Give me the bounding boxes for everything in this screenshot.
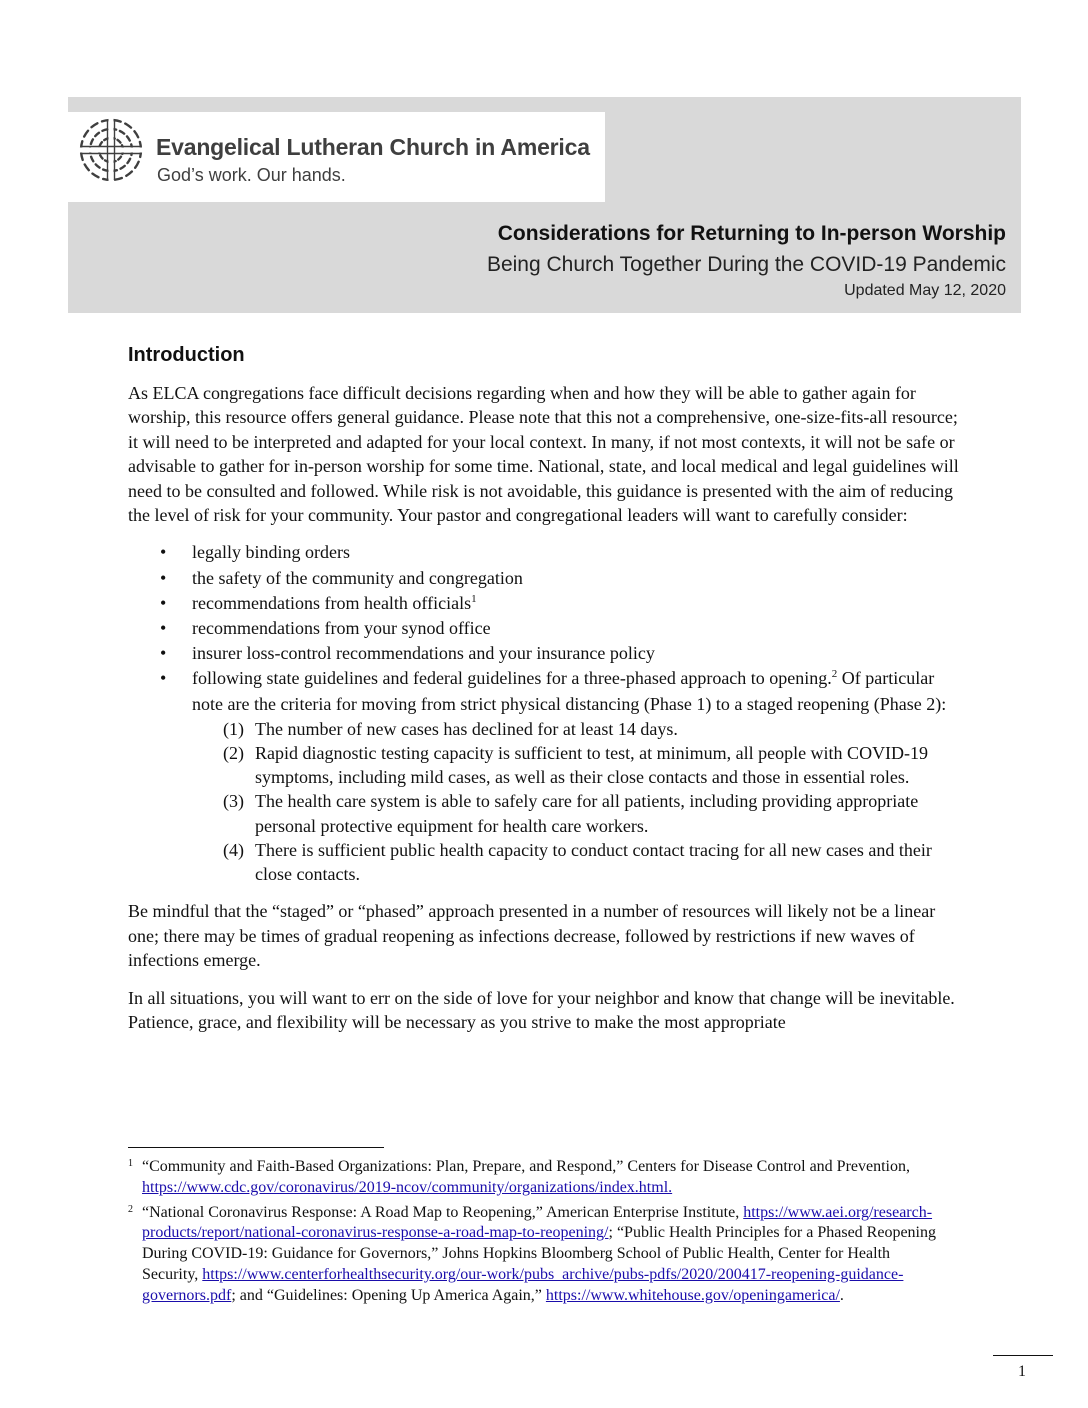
footnote-text: “National Coronavirus Response: A Road Map to Reopening,” American Enterprise Institute,	[142, 1203, 744, 1221]
criteria-number: (2)	[223, 743, 244, 764]
bullet-icon: •	[160, 592, 167, 613]
criteria-item	[192, 789, 968, 837]
bullet-icon: •	[160, 567, 167, 588]
main-content	[128, 344, 968, 1047]
list-item	[128, 540, 968, 565]
footnote-divider	[128, 1147, 384, 1148]
list-item	[128, 616, 968, 641]
footnote-link[interactable]: https://www.centerforhealthsecurity.org/our-work/pubs_archive/pubs-pdfs/2020/200417-reopening-guidance-governors.pdf	[142, 1265, 904, 1304]
list-item	[128, 566, 968, 591]
considerations-list	[128, 540, 968, 886]
footnote-ref[interactable]: 2	[831, 668, 838, 681]
elca-cross-logo-icon	[78, 117, 144, 183]
list-item	[128, 666, 968, 886]
reopening-criteria-list	[192, 717, 968, 886]
footnote-text: ; “Public Health Principles for a Phased Reopening During COVID-19: Guidance for Governors,” Johns Hopkins Bloomberg School of Public Health, Center for Health Security,	[142, 1224, 936, 1283]
updated-date: Updated May 12, 2020	[844, 282, 1006, 299]
criteria-text: There is sufficient public health capacity to conduct contact tracing for all new cases and their close contacts.	[255, 839, 932, 885]
bullet-icon: •	[160, 643, 167, 664]
list-item-text: insurer loss-control recommendations and your insurance policy	[192, 643, 655, 664]
list-item	[128, 641, 968, 666]
footnote-1	[128, 1157, 948, 1199]
criteria-text: The health care system is able to safely care for all patients, including providing appropriate personal protective equipment for health care workers.	[255, 791, 919, 836]
page-number-divider	[993, 1355, 1053, 1356]
footnote-text: “Community and Faith-Based Organizations: Plan, Prepare, and Respond,” Centers for Disease Control and Prevention,	[142, 1158, 910, 1175]
criteria-text: Rapid diagnostic testing capacity is sufficient to test, at minimum, all people with COVID-19 symptoms, including mild cases, as well as their close contacts and those in essential roles.	[255, 743, 929, 788]
list-item-continuation: Of particular note are the criteria for moving from strict physical distancing (Phase 1) to a staged reopening (Phase 2):	[192, 668, 947, 714]
footnotes	[128, 1157, 948, 1311]
footnote-number: 2	[128, 1203, 133, 1215]
footnote-link[interactable]: https://www.whitehouse.gov/openingamerica/	[545, 1286, 840, 1304]
intro-paragraph: As ELCA congregations face difficult decisions regarding when and how they will be able to gather again for worship, this resource offers general guidance. Please note that this not a comprehensive, one-size-fits-all resource; it will need to be interpreted and adapted for your local context. In many, if not most contexts, it will not be safe or advisable to gather for in-person worship for some time. National, state, and local medical and legal guidelines will need to be consulted and followed. While risk is not avoidable, this guidance is presented with the aim of reducing the level of risk for your community. Your pastor and congregational leaders will want to carefully consider:	[128, 383, 959, 526]
criteria-number: (1)	[223, 718, 244, 739]
criteria-number: (4)	[223, 839, 244, 860]
footnote-link[interactable]: https://www.cdc.gov/coronavirus/2019-ncov/community/organizations/index.html.	[142, 1178, 673, 1196]
footnote-ref[interactable]: 1	[471, 592, 477, 605]
document-title: Considerations for Returning to In-person Worship	[497, 222, 1006, 245]
criteria-item	[192, 741, 968, 789]
list-item-text: legally binding orders	[192, 542, 350, 563]
org-tagline: God’s work. Our hands.	[157, 165, 346, 185]
criteria-item	[192, 838, 968, 886]
list-item-text: recommendations from your synod office	[192, 618, 491, 639]
body-paragraph: In all situations, you will want to err on the side of love for your neighbor and know that change will be inevitable. Patience, grace, and flexibility will be necessary as you strive to make the most appropriate	[128, 987, 955, 1032]
list-item-text: the safety of the community and congregation	[192, 567, 523, 588]
footnote-link[interactable]: https://www.aei.org/research-products/report/national-coronavirus-response-a-road-map-to-reopening/	[142, 1203, 933, 1242]
list-item	[128, 591, 968, 616]
footnote-2	[128, 1203, 948, 1307]
section-heading: Introduction	[128, 344, 245, 366]
criteria-number: (3)	[223, 791, 244, 812]
footnote-number: 1	[128, 1158, 133, 1169]
page-number: 1	[1018, 1363, 1026, 1380]
bullet-icon: •	[160, 618, 167, 639]
list-item-text: recommendations from health officials	[192, 592, 472, 613]
criteria-item	[192, 717, 968, 741]
footnote-text: .	[839, 1286, 844, 1304]
criteria-text: The number of new cases has declined for at least 14 days.	[255, 718, 678, 739]
bullet-icon: •	[160, 542, 167, 563]
footnote-text: ; and “Guidelines: Opening Up America Again,”	[231, 1286, 546, 1304]
bullet-icon: •	[160, 668, 167, 689]
body-paragraph: Be mindful that the “staged” or “phased” approach presented in a number of resources will likely not be a linear one; there may be times of gradual reopening as infections decrease, followed by restrictions if new waves of infections emerge.	[128, 901, 936, 971]
list-item-text: following state guidelines and federal guidelines for a three-phased approach to opening.	[192, 668, 832, 689]
document-subtitle: Being Church Together During the COVID-19 Pandemic	[486, 253, 1006, 276]
org-name: Evangelical Lutheran Church in America	[156, 134, 590, 160]
